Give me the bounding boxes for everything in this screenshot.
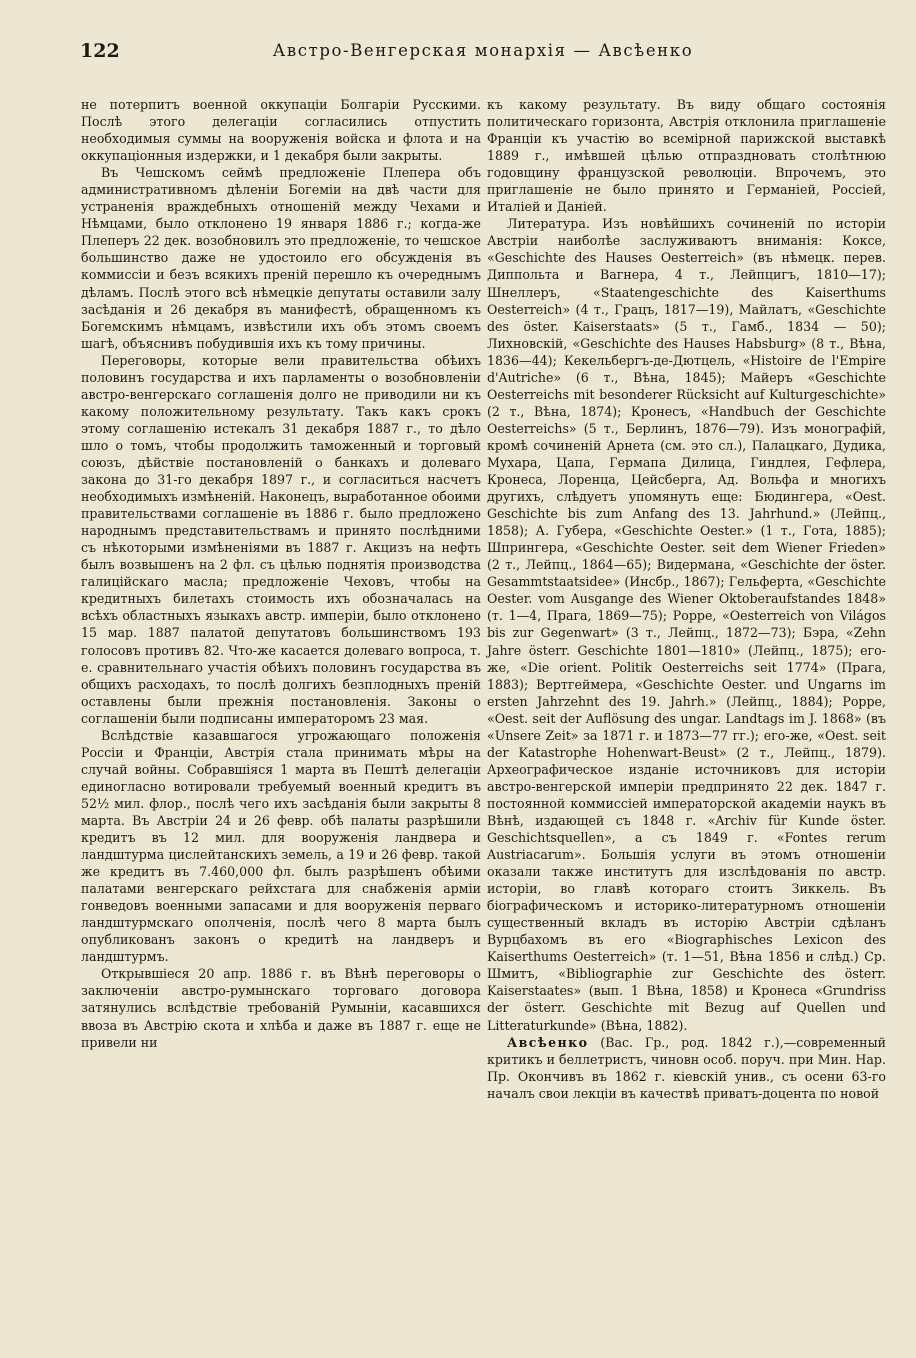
paragraph: Вслѣдствіе казавшагося угрожающаго положенія Россіи и Франціи, Австрія стала принимать мѣры на случай войны. Собравшіяся 1 марта въ Пештѣ делегаціи единогласно вотировали требуемый военный кредитъ въ 52½ мил. флор., послѣ чего ихъ засѣданія были закрыты 8 марта. Въ Австріи 24 и 26 февр. обѣ палаты разрѣшили кредитъ въ 12 мил. для вооруженія ландвера и ландштурма цислейтанскихъ земель, а 19 и 26 февр. такой же кредитъ въ 7.460,000 фл. былъ разрѣшенъ обѣими палатами венгерскаго рейхстага для снабженія арміи гонведовъ военными запасами и для вооруженія перваго ландштурмскаго ополченія, послѣ чего 8 марта былъ опубликованъ законъ о кредитѣ на ландверъ и ландштурмъ.: [81, 727, 481, 965]
paragraph: не потерпитъ военной оккупаціи Болгаріи Русскими. Послѣ этого делегаціи согласились отпустить необходимыя суммы на вооруженія войска и флота и на оккупаціонныя издержки, и 1 декабря были закрыты.: [81, 97, 481, 164]
page-number: 122: [80, 40, 120, 62]
paragraph: къ какому результату. Въ виду общаго состоянія политическаго горизонта, Австрія отклонила приглашеніе Франціи къ участію во всемірной парижской выставкѣ 1889 г., имѣвшей цѣлью отпраздновать столѣтнюю годовщину французской революціи. Впрочемъ, это приглашеніе не было принято и Германіей, Россіей, Италіей и Даніей.: [487, 97, 886, 215]
entry-headword: Авсѣенко: [507, 1034, 589, 1050]
right-column: [487, 96, 886, 1102]
dictionary-entry: [487, 1034, 886, 1102]
running-title: Австро-Венгерская монархія — Авсѣенко: [272, 41, 694, 60]
entry-text: (Вас. Гр., род. 1842 г.),—современный критикъ и беллетристъ, чиновн особ. поруч. при Мин. Нар. Пр. Окончивъ въ 1862 г. кіевскій унив., съ осени 63-го началъ свои лекціи въ качествѣ приватъ-доцента по новой: [487, 1034, 886, 1101]
page-header: [80, 40, 886, 72]
left-column: [81, 96, 481, 1051]
literature-paragraph: Литература. Изъ новѣйшихъ сочиненій по исторіи Австріи наиболѣе заслуживаютъ вниманія: Коксе, «Geschichte des Hauses Oesterreich» (въ нѣмецк. перев. Диппольта и Вагнера, 4 т., Лейпцигъ, 1810—17); Шнеллеръ, «Staatengeschichte des Kaiserthums Oesterreich» (4 т., Грацъ, 1817—19), Майлатъ, «Geschichte des öster. Kaiserstaats» (5 т., Гамб., 1834 — 50); Лихновскій, «Geschichte des Hauses Habsburg» (8 т., Вѣна, 1836—44); Кекельбергъ-де-Дютцель, «Histoire de l'Empire d'Autriche» (6 т., Вѣна, 1845); Майеръ «Geschichte Oesterreichs mit besonderer Rücksicht auf Kulturgeschichte» (2 т., Вѣна, 1874); Кронесъ, «Handbuch der Geschichte Oesterreichs» (5 т., Берлинъ, 1876—79). Изъ монографій, кромѣ сочиненій Арнета (см. это сл.), Палацкаго, Дудика, Мухара, Цапа, Гермапа Дилица, Гиндлея, Гефлера, Кронеса, Лоренца, Цейсберга, Ад. Вольфа и многихъ другихъ, слѣдуетъ упомянуть еще: Бюдингера, «Oest. Geschichte bis zum Anfang des 13. Jahrhund.» (Лейпц., 1858); А. Губера, «Geschichte Oester.» (1 т., Гота, 1885); Шпрингера, «Geschichte Oester. seit dem Wiener Frieden» (2 т., Лейпц., 1864—65); Видермана, «Geschichte der öster. Gesammtstaatsidee» (Инсбр., 1867); Гельферта, «Geschichte Oester. vom Ausgange des Wiener Oktoberaufstandes 1848» (т. 1—4, Прага, 1869—75); Рорре, «Oesterreich von Világos bis zur Gegenwart» (3 т., Лейпц., 1872—73); Бэра, «Zehn Jahre österr. Geschichte 1801—1810» (Лейпц., 1875); его-же, «Die orient. Politik Oesterreichs seit 1774» (Прага, 1883); Вертгеймера, «Geschichte Oester. und Ungarns im ersten Jahrzehnt des 19. Jahrh.» (Лейпц., 1884); Рорре, «Oest. seit der Auflösung des ungar. Landtags im J. 1868» (въ «Unsere Zeit» за 1871 г. и 1873—77 гг.); его-же, «Oest. seit der Katastrophe Hohenwart-Beust» (2 т., Лейпц., 1879). Археографическое изданіе источниковъ для исторіи австро-венгерской имперіи предпринято 22 дек. 1847 г. постоянной коммиссіей императорской академіи наукъ въ Вѣнѣ, издающей съ 1848 г. «Archiv für Kunde öster. Geschichtsquellen», а съ 1849 г. «Fontes rerum Austriacarum». Большія услуги въ этомъ отношеніи оказали также институтъ для изслѣдованія по австр. исторіи, во главѣ котораго стоитъ Зиккель. Въ біографическомъ и историко-литературномъ отношеніи существенный вкладъ въ исторію Австріи сдѣланъ Вурцбахомъ въ его «Biographisches Lexicon des Kaiserthums Oesterreich» (т. 1—51, Вѣна 1856 и слѣд.) Ср. Шмитъ, «Bibliographie zur Geschichte des österr. Kaiserstaates» (вып. 1 Вѣна, 1858) и Кронеса «Grundriss der österr. Geschichte mit Bezug auf Quellen und Litteraturkunde» (Вѣна, 1882).: [487, 216, 886, 1033]
paragraph: Въ Чешскомъ сеймѣ предложеніе Плепера объ административномъ дѣленіи Богеміи на двѣ части для устраненія враждебныхъ отношеній между Чехами и Нѣмцами, было отклонено 19 января 1886 г.; когда-же Плеперъ 22 дек. возобновилъ это предложеніе, то чешское большинство даже не удостоило его обсужденія въ коммиссіи и безъ всякихъ преній перешло къ очереднымъ дѣламъ. Послѣ этого всѣ нѣмецкіе депутаты оставили залу засѣданія и 26 декабря въ манифестѣ, обращенномъ къ Богемскимъ нѣмцамъ, извѣстили ихъ объ этомъ своемъ шагѣ, объяснивъ побудившія ихъ къ тому причины.: [81, 165, 481, 351]
paragraph: Открывшіеся 20 апр. 1886 г. въ Вѣнѣ переговоры о заключеніи австро-румынскаго торговаго договора затянулись вслѣдствіе требованій Румыніи, касавшихся ввоза въ Австрію скота и хлѣба и даже въ 1887 г. еще не привели ни: [81, 966, 481, 1050]
paragraph: Переговоры, которые вели правительства обѣихъ половинъ государства и ихъ парламенты о возобновленіи австро-венгерскаго соглашенія долго не приводили ни къ какому положительному результату. Такъ какъ срокъ этому соглашенію истекалъ 31 декабря 1887 г., то дѣло шло о томъ, чтобы продолжить таможенный и торговый союзъ, дѣйствіе постановленій о банкахъ и долеваго закона до 31-го декабря 1897 г., и согласиться насчетъ необходимыхъ измѣненій. Наконецъ, выработанное обоими правительствами соглашеніе въ 1886 г. было предложено народнымъ представительствамъ и принято послѣдними съ нѣкоторыми измѣненіями въ 1887 г. Акцизъ на нефть былъ возвышенъ на 2 фл. съ цѣлью поднятія производства галицiйскаго масла; предложеніе Чеховъ, чтобы на кредитныхъ билетахъ стоимость ихъ обозначалась на всѣхъ областныхъ языкахъ австр. имперіи, было отклонено 15 мар. 1887 палатой депутатовъ большинствомъ 193 голосовъ противъ 82. Что-же касается долеваго вопроса, т. е. сравнительнаго участія обѣихъ половинъ государства въ общихъ расходахъ, то послѣ долгихъ безплодныхъ преній оставлены были прежнія постановленія. Законы о соглашеніи были подписаны императоромъ 23 мая.: [81, 352, 481, 726]
